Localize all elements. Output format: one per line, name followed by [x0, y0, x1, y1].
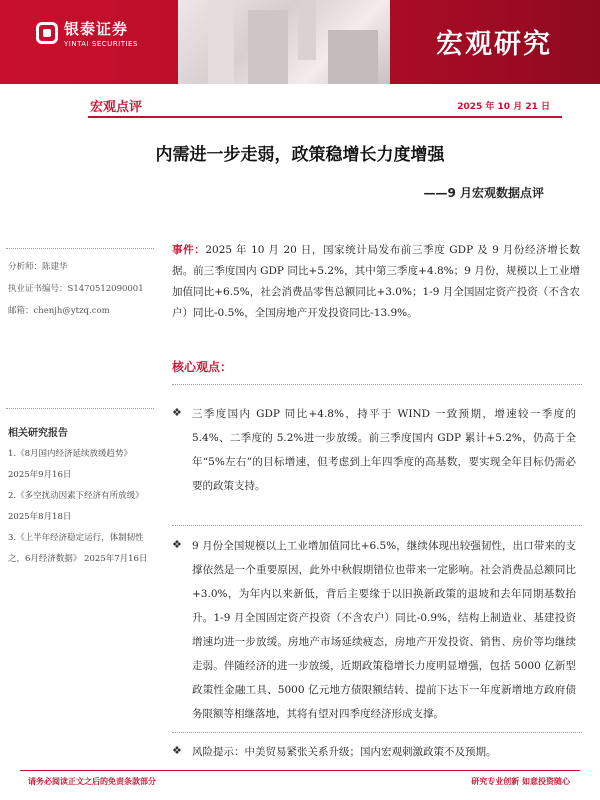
core-divider	[172, 525, 582, 526]
sub-header-divider	[88, 116, 562, 118]
core-view-item	[172, 534, 582, 726]
core-view-item	[172, 402, 582, 498]
diamond-bullet-icon: ❖	[172, 538, 182, 551]
related-research-list	[8, 444, 156, 570]
logo-mark-icon	[36, 22, 58, 44]
company-slogan: 研究专业创新 如意投资随心	[471, 777, 570, 786]
report-header	[0, 0, 600, 84]
section-tag: 宏观点评	[90, 100, 143, 115]
footer-divider	[20, 770, 580, 771]
diamond-bullet-icon: ❖	[172, 406, 182, 419]
related-report-item[interactable]: 1.《8月国内经济延续放缓趋势》 2025年9月16日	[8, 449, 133, 480]
event-paragraph	[172, 240, 580, 324]
page-footer	[0, 770, 600, 800]
risk-warning-text: 风险提示：中美贸易紧张关系升级；国内宏观刺激政策不及预期。	[192, 746, 497, 758]
logo-name-en: YINTAI SECURITIES	[64, 40, 138, 48]
analyst-name: 分析师：陈建华	[8, 262, 68, 272]
company-logo	[36, 18, 138, 48]
core-view-text: 三季度国内 GDP 同比+4.8%，持平于 WIND 一致预期，增速较一季度的 5.4%、二季度的 5.2%进一步放缓。前三季度国内 GDP 累计+5.2%，仍高于全年“5%左右”的目标增速，但考虑到上年四季度的高基数，要实现全年目标仍需必要的政策支持。	[192, 408, 576, 492]
core-views-title: 核心观点：	[172, 360, 233, 374]
core-divider	[172, 732, 582, 733]
sidebar-divider	[6, 248, 154, 249]
report-title: 内需进一步走弱，政策稳增长力度增强	[155, 145, 445, 165]
diamond-bullet-icon: ❖	[172, 744, 182, 757]
related-report-item[interactable]: 3.《上半年经济稳定运行，体制韧性之，6月经济数据》 2025年7月16日	[8, 533, 148, 564]
core-divider	[172, 384, 582, 385]
report-subtitle: ——9 月宏观数据点评	[423, 186, 544, 200]
analyst-license: 执业证书编号：S1470512090001	[8, 284, 144, 294]
sub-header	[0, 96, 600, 118]
logo-name-cn: 银泰证券	[64, 20, 129, 38]
left-sidebar	[0, 240, 158, 760]
header-photo	[178, 0, 390, 84]
related-research-title: 相关研究报告	[8, 428, 68, 439]
sidebar-divider	[6, 408, 154, 409]
disclaimer-text[interactable]: 请务必阅读正文之后的免责条款部分	[28, 777, 156, 786]
event-label: 事件：	[172, 244, 206, 256]
report-date: 2025 年 10 月 21 日	[457, 102, 550, 112]
analyst-email[interactable]: 邮箱：chenjh@ytzq.com	[8, 306, 110, 316]
core-view-text: 9 月份全国规模以上工业增加值同比+6.5%，继续体现出较强韧性，出口带来的支撑依然是一个重要原因，此外中秋假期错位也带来一定影响。社会消费品总额同比+3.0%，为年内以来新低，背后主要缘于以旧换新政策的退坡和去年同期基数抬升。1-9 月全国固定资产投资（不含农户）同比-0.9%，结构上制造业、基建投资增速均进一步放缓。房地产市场延续疲态，房地产开发投资、销售、房价等均继续走弱。伴随经济的进一步放缓，近期政策稳增长力度明显增强，包括 5000 亿新型政策性金融工具、5000 亿元地方债限额结转、提前下达下一年度新增地方政府债务限额等相继落地，其将有望对四季度经济形成支撑。	[192, 540, 576, 720]
related-report-item[interactable]: 2.《多空扰动因素下经济有所放缓》 2025年8月18日	[8, 491, 144, 522]
report-type: 宏观研究	[436, 29, 552, 60]
risk-warning-item	[172, 740, 582, 764]
event-text: 2025 年 10 月 20 日，国家统计局发布前三季度 GDP 及 9 月份经济增长数据。前三季度国内 GDP 同比+5.2%，其中第三季度+4.8%；9 月份，规模以上工业增加值同比+6.5%，社会消费品零售总额同比+3.0%；1-9 月全国固定资产投资（不含农户）同比-0.5%，全国房地产开发投资同比-13.9%。	[172, 244, 580, 319]
